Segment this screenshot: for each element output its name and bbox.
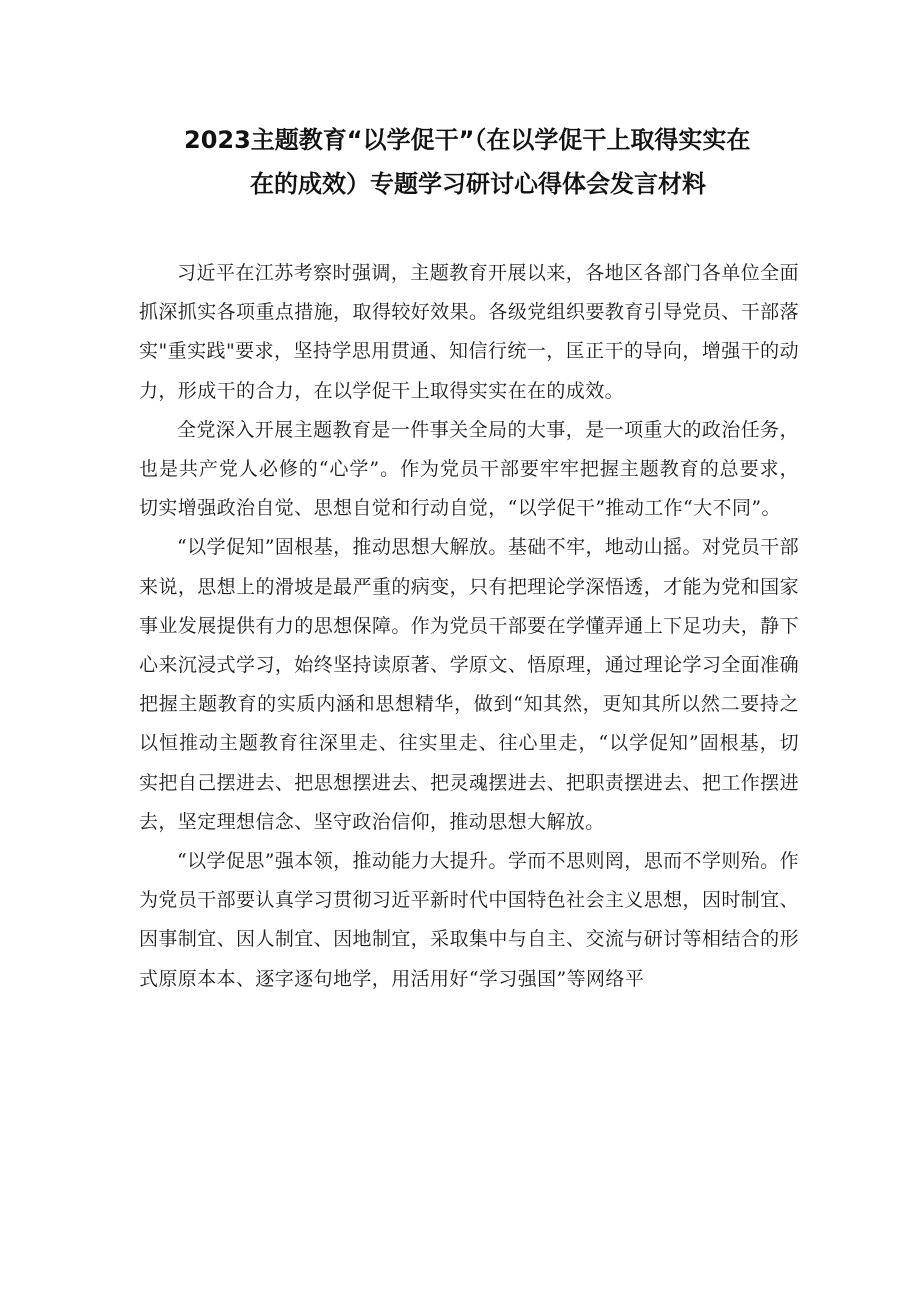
document-title-line-1: 2023主题教育“以学促干”（在以学促干上取得实实在 — [184, 126, 751, 154]
paragraph-1: 习近平在江苏考察时强调，主题教育开展以来，各地区各部门各单位全面抓深抓实各项重点措施，取得较好效果。各级党组织要教育引导党员、干部落实"重实践"要求，坚持学思用贯通、知信行统一，匡正干的导向，增强干的动力，形成干的合力，在以学促干上取得实实在在的成效。 — [139, 262, 799, 402]
document-title-line-2: 在的成效）专题学习研讨心得体会发言材料 — [250, 170, 706, 198]
document-body — [139, 254, 799, 999]
paragraph-3: “以学促知”固根基，推动思想大解放。基础不牢，地动山摇。对党员干部来说，思想上的滑坡是最严重的病变，只有把理论学深悟透，才能为党和国家事业发展提供有力的思想保障。作为党员干部要在学懂弄通上下足功夫，静下心来沉浸式学习，始终坚持读原著、学原文、悟原理，通过理论学习全面准确把握主题教育的实质内涵和思想精华，做到“知其然，更知其所以然二要持之以恒推动主题教育往深里走、往实里走、往心里走，“以学促知”固根基，切实把自己摆进去、把思想摆进去、把灵魂摆进去、把职责摆进去、把工作摆进去，坚定理想信念、坚守政治信仰，推动思想大解放。 — [139, 536, 799, 833]
paragraph-4: “以学促思”强本领，推动能力大提升。学而不思则罔，思而不学则殆。作为党员干部要认真学习贯彻习近平新时代中国特色社会主义思想，因时制宜、因事制宜、因人制宜、因地制宜，采取集中与自主、交流与研讨等相结合的形式原原本本、逐字逐句地学，用活用好“学习强国”等网络平 — [139, 850, 799, 990]
paragraph-2: 全党深入开展主题教育是一件事关全局的大事，是一项重大的政治任务，也是共产党人必修的“心学”。作为党员干部要牢牢把握主题教育的总要求，切实增强政治自觉、思想自觉和行动自觉，“以学促干”推动工作“大不同”。 — [139, 418, 799, 520]
